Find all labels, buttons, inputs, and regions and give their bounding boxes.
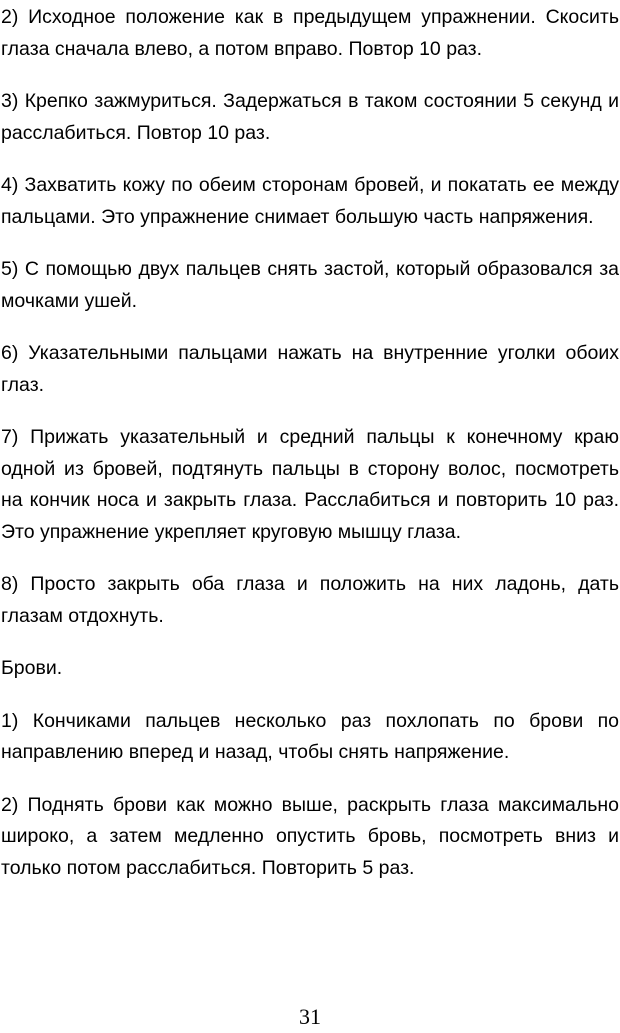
section-heading-brows: Брови. (1, 657, 63, 679)
paragraph-exercise-3: 3) Крепко зажмуриться. Задержаться в таком состоянии 5 секунд и расслабиться. Повтор 10 раз. (1, 90, 619, 144)
paragraph-exercise-8: 8) Просто закрыть оба глаза и положить на них ладонь, дать глазам отдохнуть. (1, 573, 619, 627)
paragraph-exercise-7: 7) Прижать указательный и средний пальцы к конечному краю одной из бровей, подтянуть пальцы в сторону волос, посмотреть на кончик носа и закрыть глаза. Расслабиться и повторить 10 раз. Это упражнение укрепляет круговую мышцу глаза. (1, 426, 619, 543)
paragraph-exercise-5: 5) С помощью двух пальцев снять застой, который образовался за мочками ушей. (1, 258, 619, 312)
paragraph-exercise-2: 2) Исходное положение как в предыдущем упражнении. Скосить глаза сначала влево, а потом вправо. Повтор 10 раз. (1, 6, 619, 60)
page-number: 31 (299, 1004, 321, 1029)
paragraph-exercise-6: 6) Указательными пальцами нажать на внутренние уголки обоих глаз. (1, 342, 619, 396)
paragraph-exercise-4: 4) Захватить кожу по обеим сторонам бровей, и покатать ее между пальцами. Это упражнение снимает большую часть напряжения. (1, 174, 619, 228)
paragraph-brows-exercise-1: 1) Кончиками пальцев несколько раз похлопать по брови по направлению вперед и назад, чтобы снять напряжение. (1, 709, 619, 763)
paragraph-brows-exercise-2: 2) Поднять брови как можно выше, раскрыть глаза максимально широко, а затем медленно опустить бровь, посмотреть вниз и только потом расслабиться. Повторить 5 раз. (1, 793, 619, 879)
page-body (1, 2, 619, 905)
